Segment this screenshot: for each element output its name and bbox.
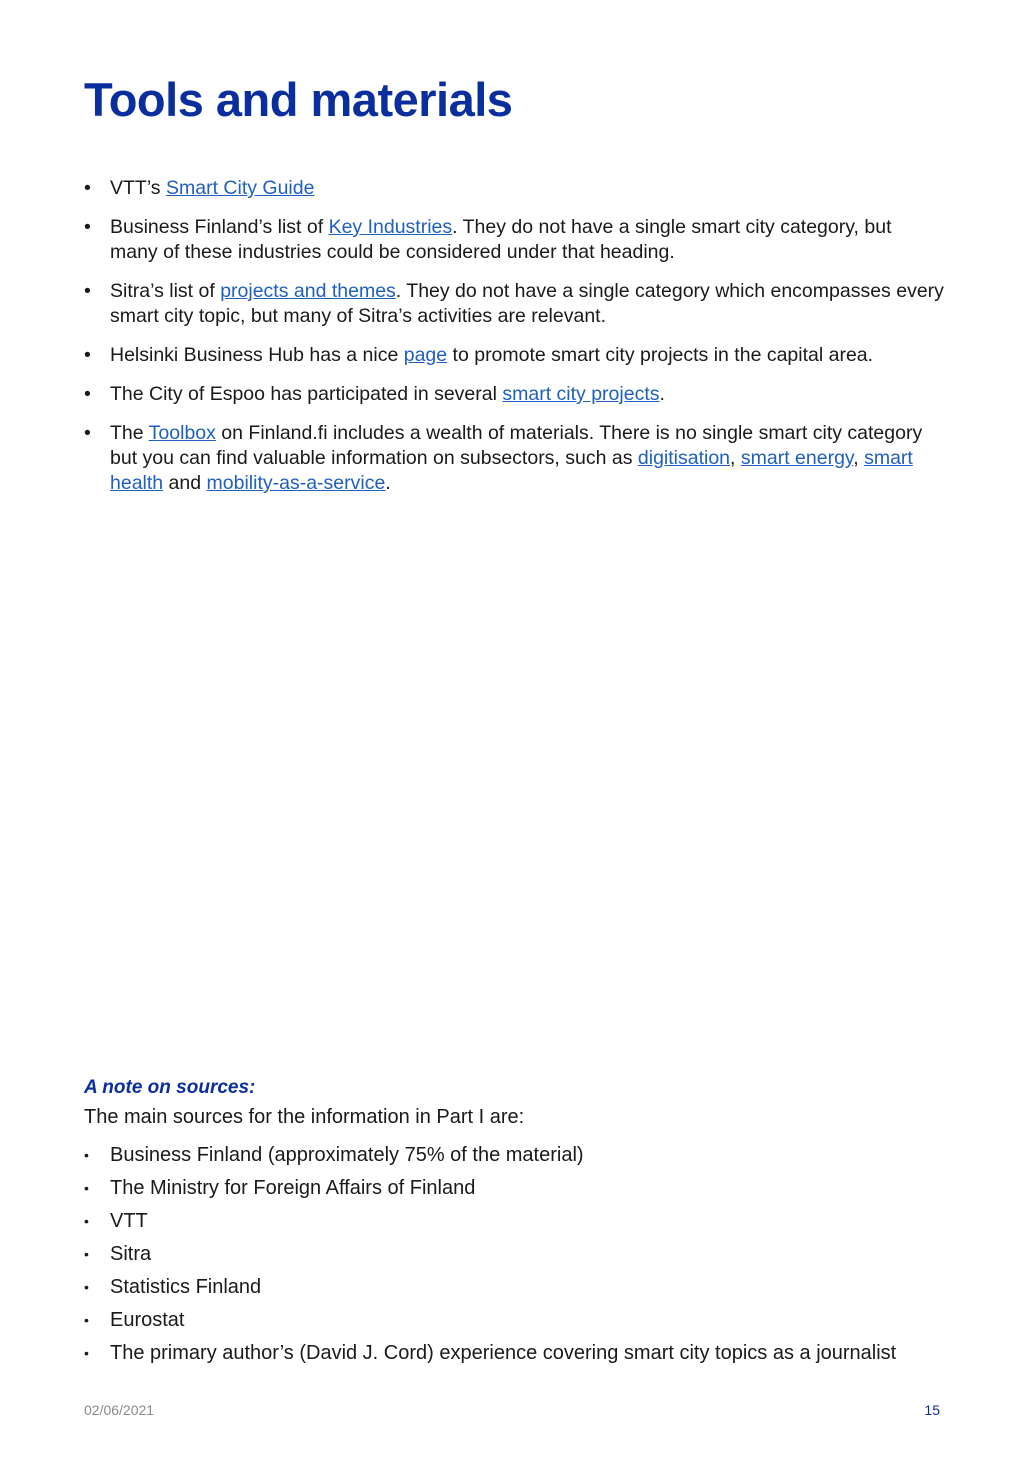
list-item — [84, 1271, 964, 1304]
item-text: . They do not have a single category which encompasses every smart city topic, but many of Sitra’s activities are relevant. — [110, 280, 944, 327]
list-item — [84, 1205, 964, 1238]
toolbox-link[interactable]: Toolbox — [148, 422, 216, 444]
source-text: Statistics Finland — [110, 1276, 262, 1298]
smart-health-link[interactable]: smart health — [110, 447, 913, 494]
page-number: 15 — [924, 1402, 940, 1418]
mobility-as-a-service-link[interactable]: mobility-as-a-service — [206, 472, 386, 494]
digitisation-link[interactable]: digitisation — [637, 447, 731, 469]
list-item — [84, 1304, 964, 1337]
bullet-icon: • — [84, 1345, 89, 1361]
bullet-icon: • — [84, 1246, 89, 1262]
item-text: The City of Espoo has participated in several — [110, 383, 503, 405]
item-text: Business Finland’s list of — [110, 216, 329, 238]
key-industries-link[interactable]: Key Industries — [328, 216, 453, 238]
item-text: . They do not have a single smart city category, but many of these industries could be considered under that heading. — [110, 216, 892, 263]
sources-list — [84, 1139, 964, 1370]
item-text: Helsinki Business Hub has a nice — [110, 344, 404, 366]
list-item — [84, 279, 944, 329]
source-text: Eurostat — [110, 1309, 185, 1331]
bullet-icon: • — [84, 383, 91, 405]
list-item — [84, 421, 944, 496]
list-item — [84, 382, 944, 407]
item-text: VTT’s — [110, 177, 166, 199]
bullet-icon: • — [84, 422, 91, 444]
list-item — [84, 1172, 964, 1205]
smart-city-projects-link[interactable]: smart city projects — [502, 383, 660, 405]
bullet-icon: • — [84, 1147, 89, 1163]
bullet-icon: • — [84, 1279, 89, 1295]
item-text: Sitra’s list of — [110, 280, 221, 302]
source-text: The primary author’s (David J. Cord) experience covering smart city topics as a journalist — [110, 1342, 897, 1364]
list-item — [84, 176, 944, 201]
item-text: , — [730, 447, 741, 469]
list-item — [84, 1139, 964, 1172]
item-text: to promote smart city projects in the capital area. — [447, 344, 874, 366]
item-text: The — [110, 422, 149, 444]
note-heading: A note on sources: — [84, 1077, 256, 1098]
source-text: Business Finland (approximately 75% of the material) — [110, 1144, 584, 1166]
page-title: Tools and materials — [84, 73, 513, 126]
bullet-icon: • — [84, 1180, 89, 1196]
list-item — [84, 1238, 964, 1271]
source-text: Sitra — [110, 1243, 152, 1265]
list-item — [84, 215, 944, 265]
smart-energy-link[interactable]: smart energy — [740, 447, 854, 469]
bullet-icon: • — [84, 177, 91, 199]
source-text: The Ministry for Foreign Affairs of Finland — [110, 1177, 476, 1199]
list-item — [84, 343, 944, 368]
bullet-icon: • — [84, 344, 91, 366]
bullet-icon: • — [84, 216, 91, 238]
bullet-icon: • — [84, 1312, 89, 1328]
source-text: VTT — [110, 1210, 148, 1232]
tools-list — [84, 176, 944, 510]
page-link[interactable]: page — [403, 344, 448, 366]
note-intro: The main sources for the information in Part I are: — [84, 1106, 525, 1128]
item-text: . — [659, 383, 665, 405]
footer-date: 02/06/2021 — [84, 1402, 155, 1418]
list-item — [84, 1337, 964, 1370]
projects-and-themes-link[interactable]: projects and themes — [220, 280, 396, 302]
item-text: and — [163, 472, 207, 494]
bullet-icon: • — [84, 1213, 89, 1229]
smart-city-guide-link[interactable]: Smart City Guide — [165, 177, 315, 199]
item-text: , — [853, 447, 865, 469]
bullet-icon: • — [84, 280, 91, 302]
item-text: . — [385, 472, 391, 494]
item-text: on Finland.fi includes a wealth of materials. There is no single smart city category but you can find valuable information on subsectors, such as — [110, 422, 923, 469]
